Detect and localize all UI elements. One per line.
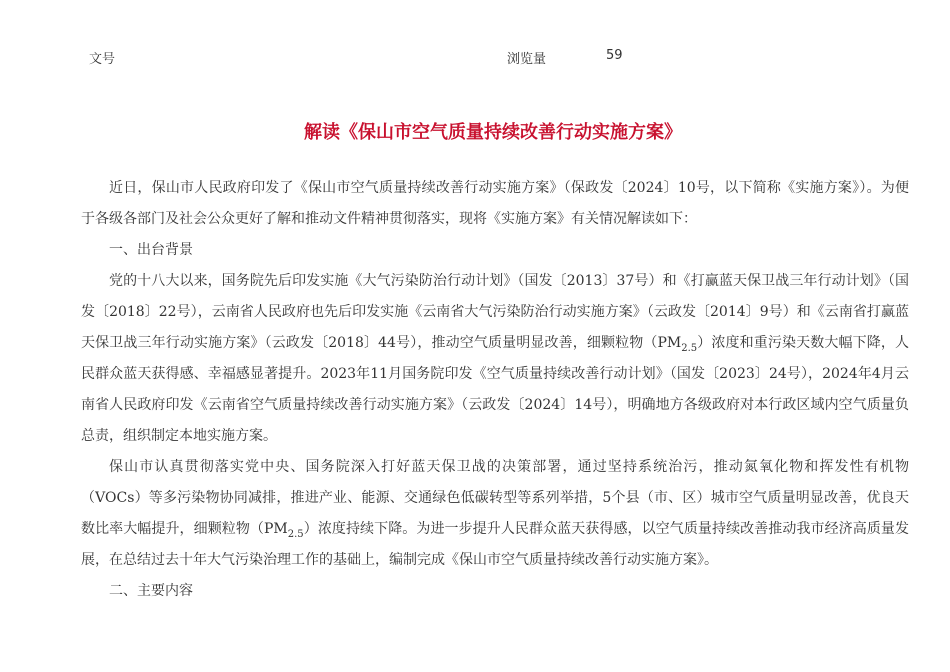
pm25-subscript: 2.5 (681, 343, 698, 354)
views-label: 浏览量 (507, 52, 547, 67)
document-meta-bar (0, 46, 950, 66)
views-count: 59 (606, 48, 623, 63)
background-paragraph-2-part-a: 保山市认真贯彻落实党中央、国务院深入打好蓝天保卫战的决策部署，通过坚持系统治污，推动氮氧化物和挥发性有机物（VOCs）等多污染物协同减排，推进产业、能源、交通绿色低碳转型等系列举措，5个县（市、区）城市空气质量明显改善，优良天数比率大幅提升，细颗粒物（PM (81, 459, 909, 537)
article-body (81, 173, 909, 607)
background-paragraph-1 (81, 266, 909, 452)
intro-paragraph: 近日，保山市人民政府印发了《保山市空气质量持续改善行动实施方案》（保政发〔2024〕10号，以下简称《实施方案》）。为便于各级各部门及社会公众更好了解和推动文件精神贯彻落实，现将《实施方案》有关情况解读如下： (81, 180, 909, 227)
doc-number-label: 文号 (89, 52, 116, 67)
pm25-subscript: 2.5 (287, 529, 304, 540)
background-paragraph-1-part-a: 党的十八大以来，国务院先后印发实施《大气污染防治行动计划》（国发〔2013〕37号）和《打赢蓝天保卫战三年行动计划》（国发〔2018〕22号），云南省人民政府也先后印发实施《云南省大气污染防治行动实施方案》（云政发〔2014〕9号）和《云南省打赢蓝天保卫战三年行动实施方案》（云政发〔2018〕44号），推动空气质量明显改善，细颗粒物（PM (81, 273, 909, 351)
background-paragraph-1-part-b: ）浓度和重污染天数大幅下降，人民群众蓝天获得感、幸福感显著提升。2023年11月国务院印发《空气质量持续改善行动计划》（国发〔2023〕24号），2024年4月云南省人民政府印发《云南省空气质量持续改善行动实施方案》（云政发〔2024〕14号），明确地方各级政府对本行政区域内空气质量负总责，组织制定本地实施方案。 (81, 335, 910, 444)
section-heading-background: 一、出台背景 (109, 242, 193, 258)
page-title: 解读《保山市空气质量持续改善行动实施方案》 (304, 122, 682, 143)
background-paragraph-2-part-b: ）浓度持续下降。为进一步提升人民群众蓝天获得感，以空气质量持续改善推动我市经济高质量发展，在总结过去十年大气污染治理工作的基础上，编制完成《保山市空气质量持续改善行动实施方案》。 (81, 521, 909, 568)
background-paragraph-2 (81, 452, 909, 576)
section-heading-main-content: 二、主要内容 (109, 583, 193, 599)
